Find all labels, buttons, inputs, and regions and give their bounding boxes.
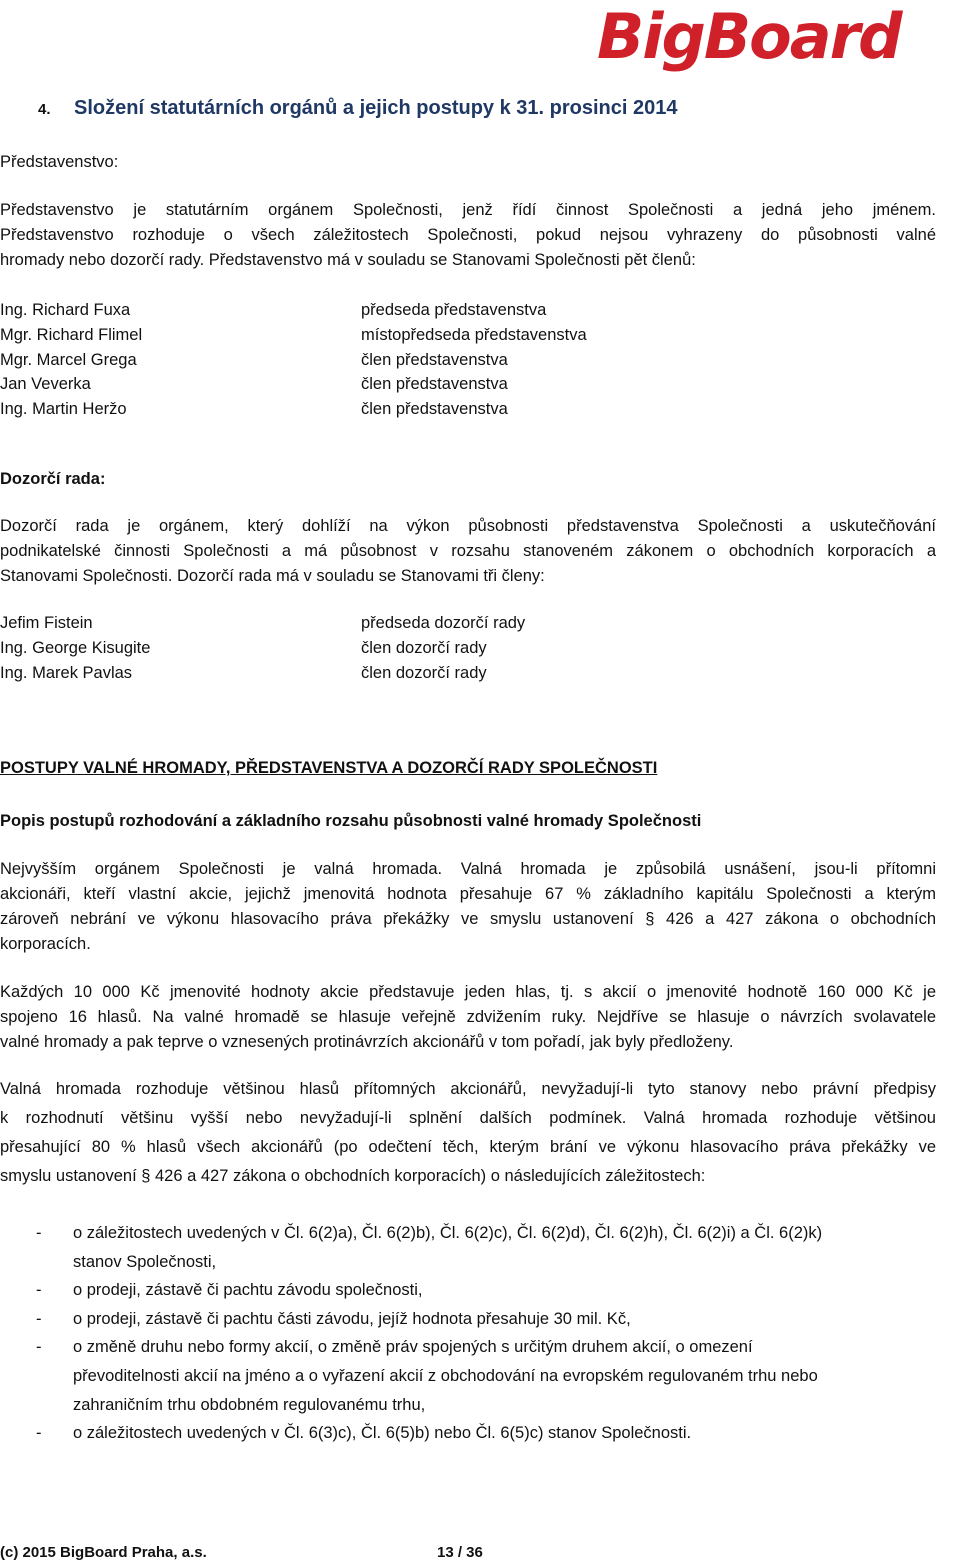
footer-copyright: (c) 2015 BigBoard Praha, a.s. — [0, 1544, 207, 1561]
bullet-line: o změně druhu nebo formy akcií, o změně práv spojených s určitým druhem akcií, o omezení — [73, 1338, 753, 1357]
para1-line-1: Nejvyšším orgánem Společnosti je valná hromada. Valná hromada je způsobilá usnášení, jsou-li přítomni — [0, 860, 936, 878]
member-name: Jefim Fistein — [0, 614, 93, 632]
member-role: člen dozorčí rady — [361, 638, 487, 657]
section-title: Složení statutárních orgánů a jejich postupy k 31. prosinci 2014 — [74, 97, 678, 119]
section-heading — [38, 97, 678, 120]
member-role: člen představenstva — [361, 375, 508, 394]
member-name: Jan Veverka — [0, 375, 91, 394]
member-name: Ing. Marek Pavlas — [0, 663, 133, 682]
para3-line-1: Valná hromada rozhoduje většinou hlasů přítomných akcionářů, nevyžadují-li tyto stanovy nebo právní předpisy — [0, 1080, 936, 1098]
board-para-line-3: hromady nebo dozorčí rady. Představenstvo má v souladu se Stanovami Společnosti pět členů: — [0, 251, 696, 269]
section-number: 4. — [38, 101, 51, 118]
member-role: člen dozorčí rady — [361, 663, 487, 682]
bullet-line: o prodeji, zástavě či pachtu části závodu, jejíž hodnota přesahuje 30 mil. Kč, — [73, 1309, 631, 1328]
member-name: Ing. Martin Heržo — [0, 400, 127, 419]
supervisory-para-line-2: podnikatelské činnosti Společnosti a má působnost v rozsahu stanoveném zákonem o obchodních korporacích a — [0, 542, 936, 560]
member-name: Mgr. Richard Flimel — [0, 325, 143, 344]
bullet-dash: - — [36, 1338, 42, 1357]
procedures-subtitle: Popis postupů rozhodování a základního rozsahu působnosti valné hromady Společnosti — [0, 812, 702, 830]
member-role: člen představenstva — [361, 350, 508, 369]
para2-line-2: spojeno 16 hlasů. Na valné hromadě se hlasuje veřejně zdvižením ruky. Nejdříve se hlasuje o návrzích svolavatele — [0, 1008, 936, 1026]
logo-text: BigBoard — [597, 0, 901, 73]
footer-page-number: 13 / 36 — [437, 1544, 483, 1561]
bullet-dash: - — [36, 1281, 42, 1300]
supervisory-label: Dozorčí rada: — [0, 470, 106, 488]
bullet-line: převoditelnosti akcií na jméno a o vyřazení akcií z obchodování na evropském regulovaném trhu nebo — [73, 1366, 818, 1385]
bullet-dash: - — [36, 1424, 42, 1443]
member-role: předseda dozorčí rady — [361, 614, 526, 632]
member-name: Ing. George Kisugite — [0, 638, 151, 657]
para2-line-3: valné hromady a pak teprve o vznesených protinávrzích akcionářů v tom pořadí, jak byly předloženy. — [0, 1033, 734, 1051]
bullet-line: stanov Společnosti, — [73, 1252, 217, 1271]
para3-line-4: smyslu ustanovení § 426 a 427 zákona o obchodních korporacích) o následujících záležitostech: — [0, 1167, 706, 1185]
member-role: člen představenstva — [361, 400, 508, 419]
bullet-line: o prodeji, zástavě či pachtu závodu společnosti, — [73, 1281, 423, 1300]
bullet-dash: - — [36, 1309, 42, 1328]
board-label: Představenstvo: — [0, 153, 119, 171]
para1-line-2: akcionáři, kteří vlastní akcie, jejichž jmenovitá hodnota přesahuje 67 % základního kapitálu Společnosti a kterým — [0, 885, 936, 903]
bullet-dash: - — [36, 1224, 42, 1242]
board-para-line-2: Představenstvo rozhoduje o všech záležitostech Společnosti, pokud nejsou vyhrazeny do působnosti valné — [0, 226, 936, 244]
procedures-title: POSTUPY VALNÉ HROMADY, PŘEDSTAVENSTVA A DOZORČÍ RADY SPOLEČNOSTI — [0, 759, 658, 777]
list-item — [0, 1219, 900, 1276]
matters-list — [0, 1219, 900, 1448]
para2-line-1: Každých 10 000 Kč jmenovité hodnoty akcie představuje jeden hlas, tj. s akcií o jmenovité hodnotě 160 000 Kč je — [0, 983, 936, 1001]
member-role: místopředseda představenstva — [361, 325, 587, 344]
list-item — [0, 1333, 900, 1419]
bullet-line: zahraničním trhu obdobném regulovanému trhu, — [73, 1395, 426, 1414]
para3-line-3: přesahující 80 % hlasů všech akcionářů (po odečtení těch, kterým brání ve výkonu hlasovacího práva překážky ve — [0, 1138, 936, 1156]
member-name: Mgr. Marcel Grega — [0, 350, 137, 369]
supervisory-para-line-3: Stanovami Společnosti. Dozorčí rada má v souladu se Stanovami tři členy: — [0, 567, 545, 585]
bullet-line: o záležitostech uvedených v Čl. 6(3)c), Čl. 6(5)b) nebo Čl. 6(5)c) stanov Společnosti. — [73, 1424, 692, 1443]
list-item — [0, 1305, 900, 1334]
member-role: předseda představenstva — [361, 301, 547, 319]
para1-line-3: zároveň nebrání ve výkonu hlasovacího práva překážky ve smyslu ustanovení § 426 a 427 zákona o obchodních — [0, 910, 936, 928]
para1-line-4: korporacích. — [0, 935, 91, 953]
bigboard-logo — [597, 2, 957, 72]
supervisory-para-line-1: Dozorčí rada je orgánem, který dohlíží na výkon působnosti představenstva Společnosti a uskutečňování — [0, 517, 936, 535]
bullet-line: o záležitostech uvedených v Čl. 6(2)a), Čl. 6(2)b), Čl. 6(2)c), Čl. 6(2)d), Čl. 6(2)h), Čl. 6(2)i) a Čl. 6(2)k) — [73, 1224, 823, 1242]
list-item — [0, 1419, 900, 1448]
member-name: Ing. Richard Fuxa — [0, 301, 131, 319]
board-para-line-1: Představenstvo je statutárním orgánem Společnosti, jenž řídí činnost Společnosti a jedná jeho jménem. — [0, 201, 936, 219]
list-item — [0, 1276, 900, 1305]
para3-line-2: k rozhodnutí většinu vyšší nebo nevyžadují-li splnění dalších podmínek. Valná hromada rozhoduje většinou — [0, 1109, 936, 1127]
